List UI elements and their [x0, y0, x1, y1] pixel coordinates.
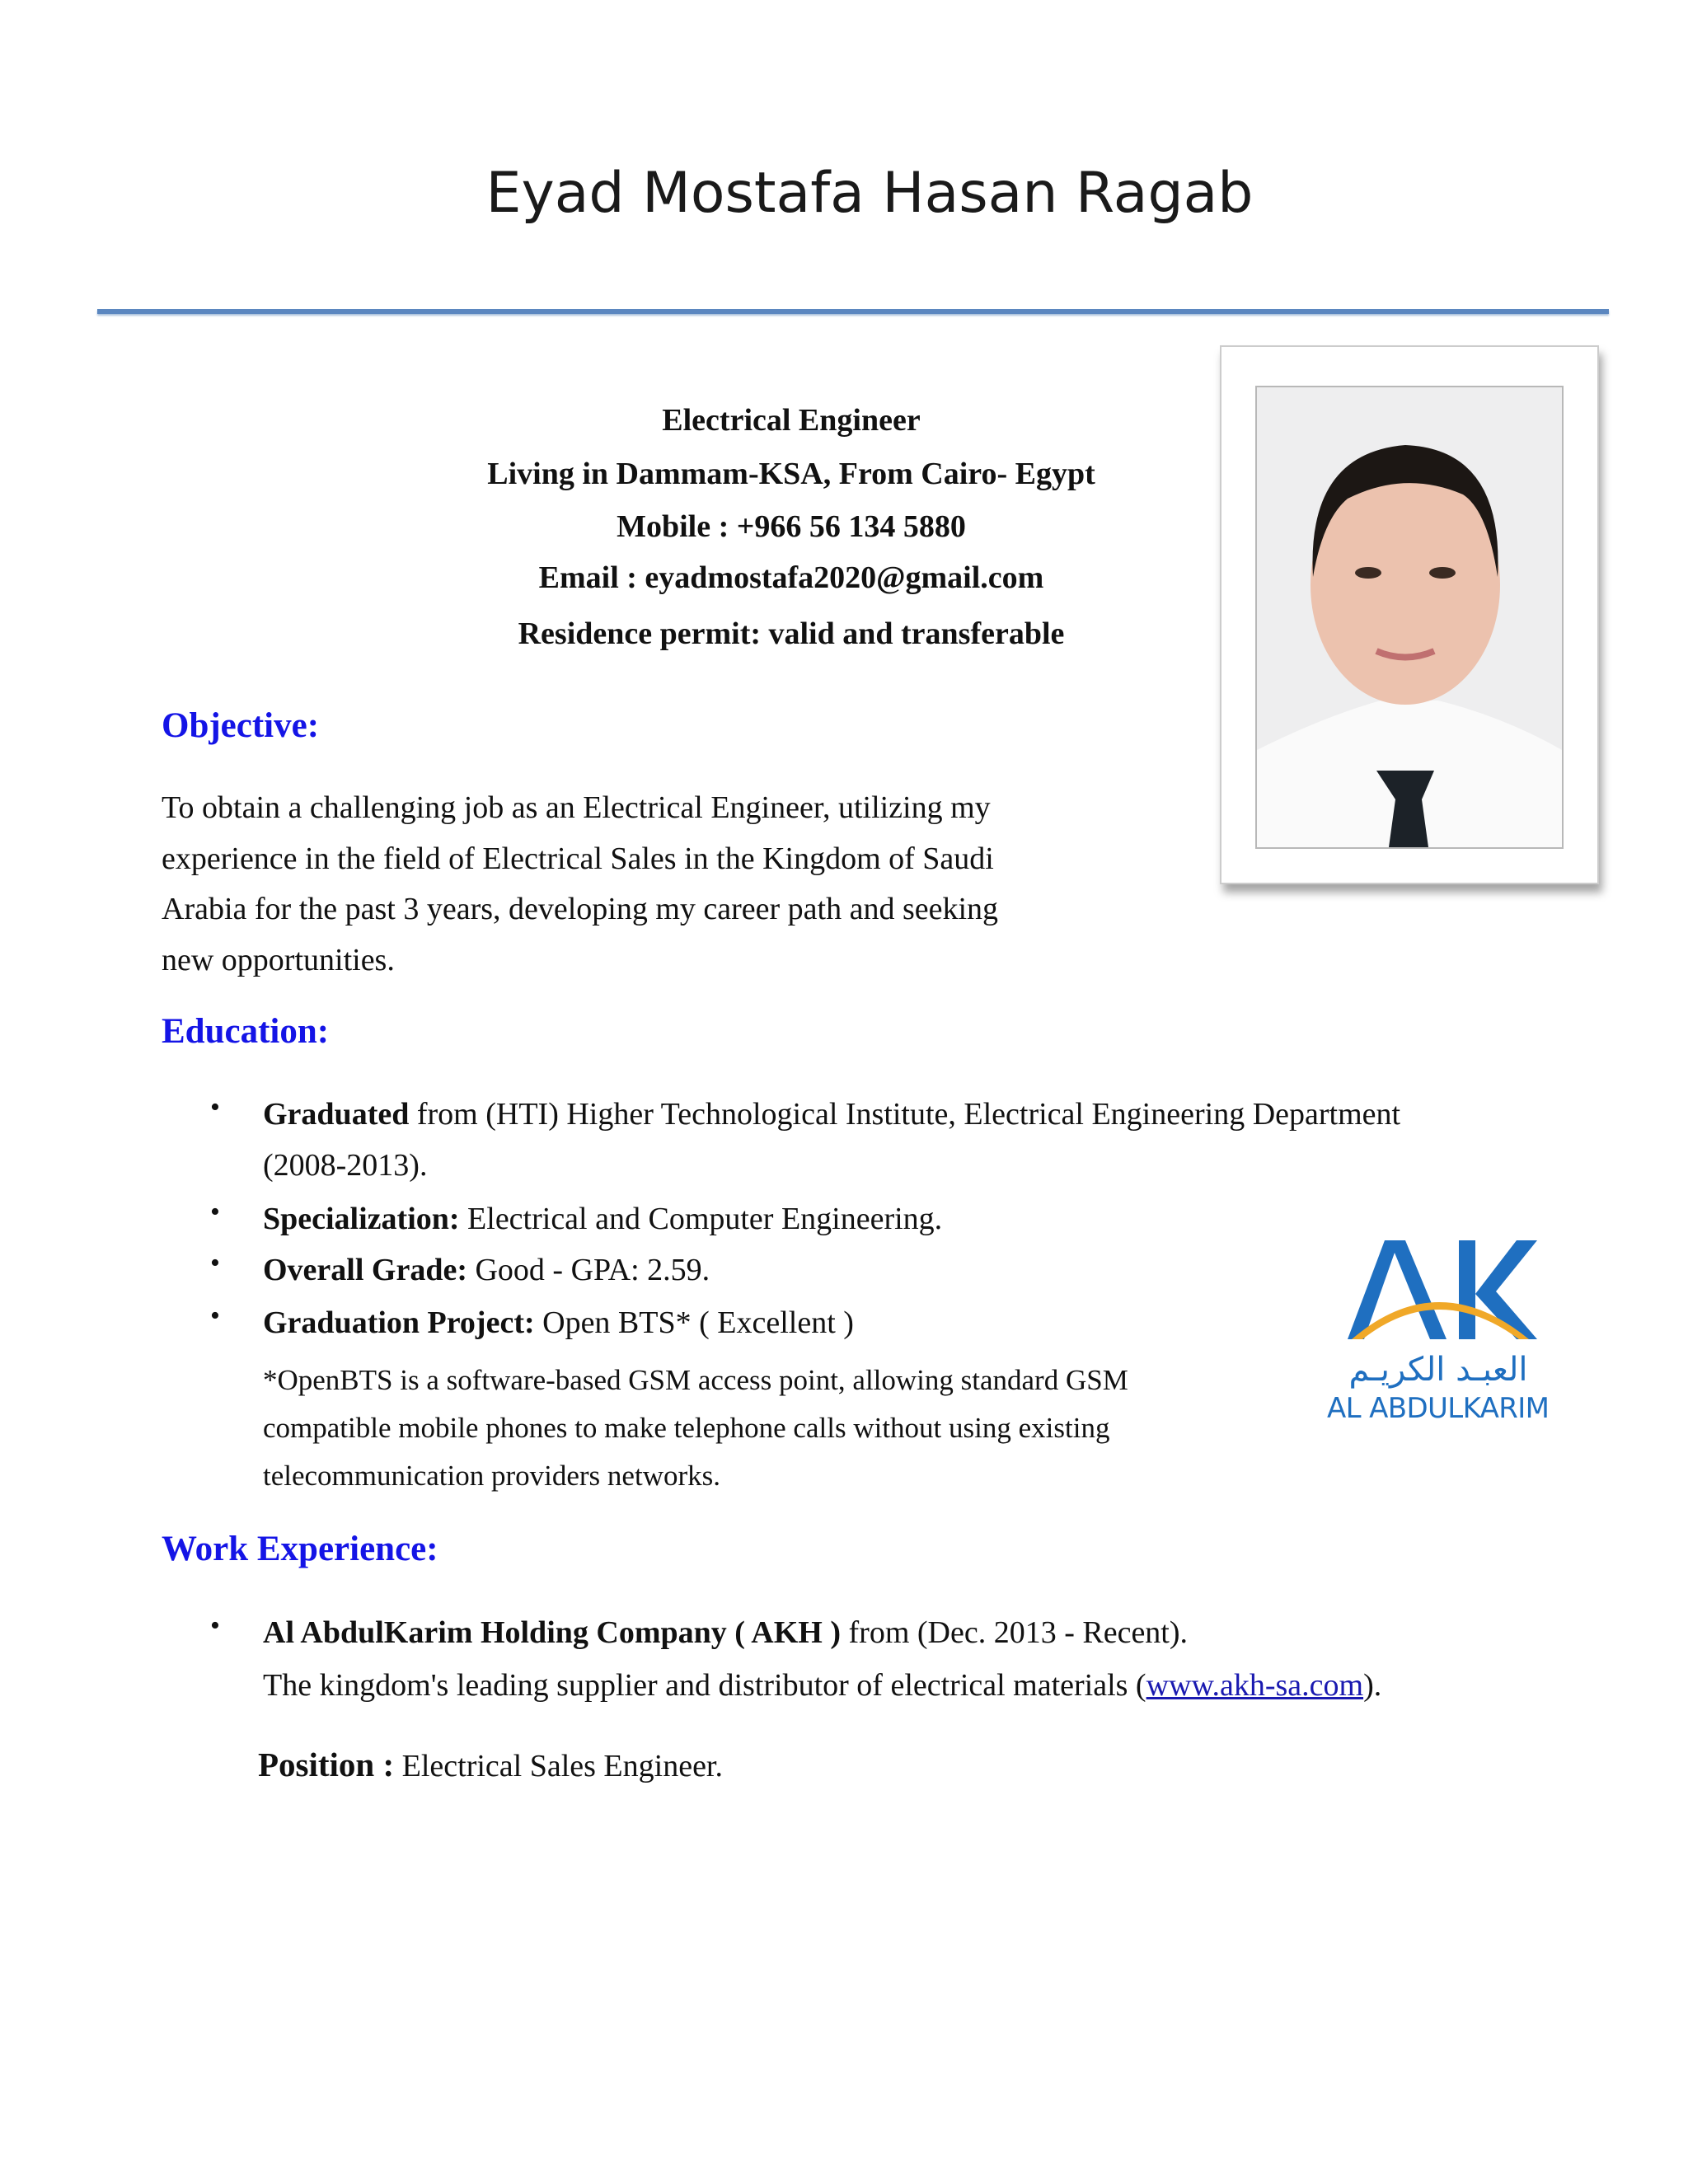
education-item [263, 1252, 710, 1288]
desc-text: The kingdom's leading supplier and distributor of electrical materials ( [263, 1668, 1146, 1703]
work-period: from (Dec. 2013 - Recent). [841, 1615, 1189, 1650]
item-text: Open BTS* ( Excellent ) [534, 1305, 854, 1340]
company-logo [1315, 1232, 1562, 1430]
objective-line: Arabia for the past 3 years, developing my career path and seeking [162, 892, 999, 926]
item-text: Good - GPA: 2.59. [467, 1253, 710, 1287]
residence-permit: Residence permit: valid and transferable [518, 616, 1065, 651]
item-label: Graduation Project: [263, 1305, 535, 1340]
education-item [263, 1305, 854, 1341]
desc-text: ). [1363, 1668, 1382, 1703]
education-heading: Education: [162, 1012, 330, 1051]
company-name: Al AbdulKarim Holding Company ( AKH ) [263, 1615, 842, 1650]
candidate-name: Eyad Mostafa Hasan Ragab [485, 161, 1254, 226]
item-label: Overall Grade: [263, 1253, 467, 1287]
bullet-icon: • [210, 1197, 220, 1227]
company-website-link[interactable]: www.akh-sa.com [1146, 1668, 1364, 1703]
mobile: Mobile : +966 56 134 5880 [617, 509, 966, 544]
objective-line: To obtain a challenging job as an Electrical Engineer, utilizing my [162, 790, 991, 825]
note-line: *OpenBTS is a software-based GSM access point, allowing standard GSM [263, 1364, 1128, 1396]
logo-arabic: العبـد الكريـم [1348, 1351, 1528, 1389]
item-text: from (HTI) Higher Technological Institute, Electrical Engineering Department [409, 1097, 1401, 1132]
bullet-icon: • [210, 1092, 220, 1122]
note-line: compatible mobile phones to make telephone calls without using existing [263, 1412, 1110, 1444]
item-label: Graduated [263, 1097, 410, 1132]
education-item [263, 1201, 942, 1237]
company-description [263, 1667, 1381, 1704]
position-label: Position : [258, 1746, 395, 1783]
job-title: Electrical Engineer [662, 403, 921, 438]
item-text: Electrical and Computer Engineering. [459, 1202, 943, 1236]
openbts-note [263, 1357, 1301, 1500]
header-divider [97, 309, 1609, 314]
position [258, 1746, 723, 1784]
logo-english: AL ABDULKARIM [1327, 1392, 1550, 1425]
objective-heading: Objective: [162, 706, 320, 745]
objective-line: new opportunities. [162, 942, 395, 977]
objective-text [162, 783, 1175, 986]
profile-photo [1255, 386, 1564, 849]
email: Email : eyadmostafa2020@gmail.com [538, 560, 1044, 595]
bullet-icon: • [210, 1610, 220, 1641]
objective-line: experience in the field of Electrical Sales in the Kingdom of Saudi [162, 841, 994, 876]
bullet-icon: • [210, 1248, 220, 1278]
work-company [263, 1615, 1188, 1651]
position-value: Electrical Sales Engineer. [394, 1749, 723, 1783]
item-label: Specialization: [263, 1202, 460, 1236]
work-heading: Work Experience: [162, 1530, 438, 1568]
bullet-icon: • [210, 1301, 220, 1331]
education-item [263, 1096, 1400, 1132]
location: Living in Dammam-KSA, From Cairo- Egypt [487, 457, 1095, 491]
education-item-cont: (2008-2013). [263, 1148, 428, 1183]
note-line: telecommunication providers networks. [263, 1460, 720, 1492]
